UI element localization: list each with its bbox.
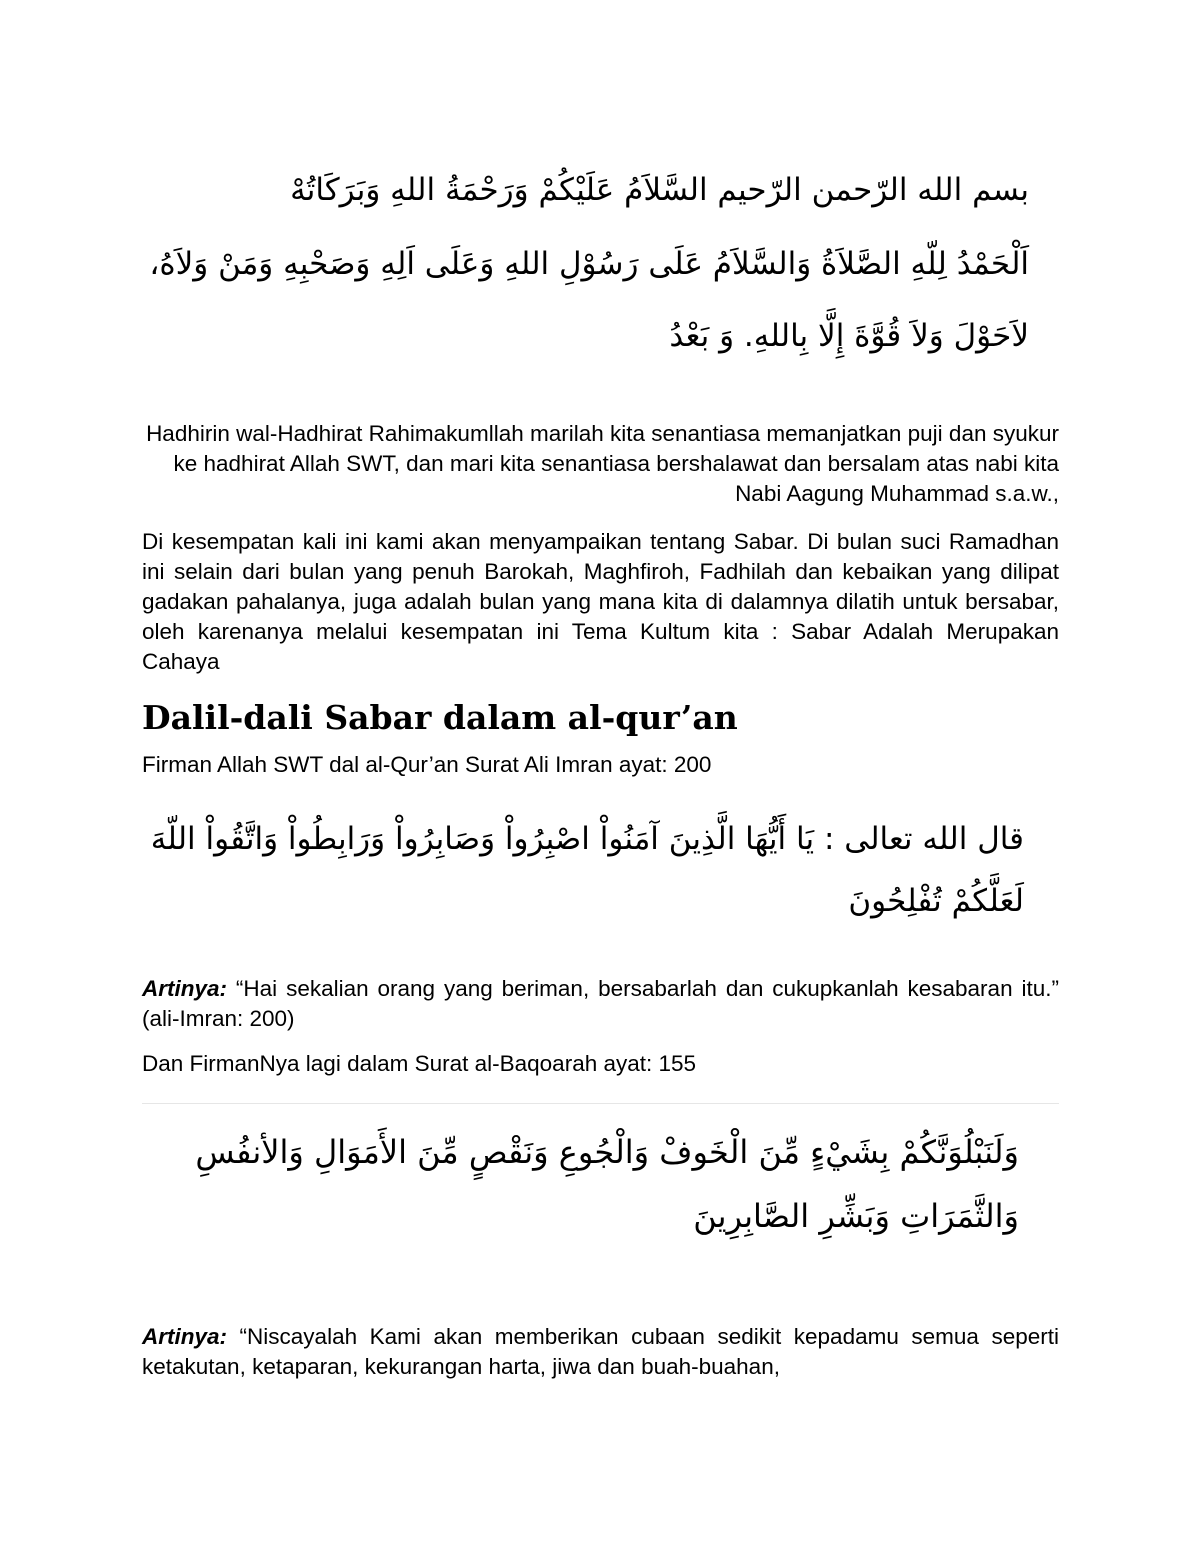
arabic-opening-line-1: بسم الله الرّحمن الرّحيم السَّلاَمُ عَلَيْكُمْ وَرَحْمَةُ اللهِ وَبَرَكَاتُهْ: [290, 172, 1029, 208]
divider: [142, 1103, 1059, 1104]
translation-label: Artinya:: [142, 1324, 228, 1349]
section-heading: Dalil-dali Sabar dalam al-qur’an: [142, 698, 738, 737]
ayat-ali-imran: [142, 808, 1059, 932]
translation-label: Artinya:: [142, 976, 228, 1001]
intro-paragraph: Di kesempatan kali ini kami akan menyampaikan tentang Sabar. Di bulan suci Ramadhan ini selain dari bulan yang penuh Barokah, Maghfiroh, Fadhilah dan kebaikan yang dilipat gadakan pahalanya, juga adalah bulan yang mana kita di dalamnya dilatih untuk bersabar, oleh karenanya melalui kesempatan ini Tema Kultum kita : Sabar Adalah Merupakan Cahaya: [142, 529, 1059, 674]
ayat-baqarah-line-1: وَلَنَبْلُوَنَّكُمْ بِشَيْءٍ مِّنَ الْخَوفْ وَالْجُوعِ وَنَقْصٍ مِّنَ الأَمَوَالِ وَالأنفُسِ: [195, 1133, 1019, 1171]
ayat-ali-imran-line-1: قال الله تعالى : يَا أَيُّهَا الَّذِينَ آمَنُواْ اصْبِرُواْ وَصَابِرُواْ وَرَابِطُواْ وَاتَّقُواْ اللّهَ: [150, 821, 1024, 857]
translation-ali-imran: [142, 974, 1059, 1034]
arabic-opening-line-2: اَلْحَمْدُ لِلّهِ الصَّلاَةُ وَالسَّلاَمُ عَلَى رَسُوْلِ اللهِ وَعَلَى اَلِهِ وَصَحْبِهِ وَمَنْ وَلاَهُ،: [149, 246, 1029, 282]
ayat-baqarah: [142, 1120, 1059, 1248]
ayat-baqarah-line-2: وَالثَّمَرَاتِ وَبَشِّرِ الصَّابِرِينَ: [693, 1197, 1019, 1235]
greeting-paragraph: Hadhirin wal-Hadhirat Rahimakumllah marilah kita senantiasa memanjatkan puji dan syukur ke hadhirat Allah SWT, dan mari kita senantiasa bershalawat dan bersalam atas nabi kita Nabi Aagung Muhammad s.a.w.,: [146, 421, 1059, 506]
document-page: [142, 150, 1059, 1382]
translation-text: “Hai sekalian orang yang beriman, bersabarlah dan cukupkanlah kesabaran itu.” (ali-Imran: 200): [142, 976, 1059, 1031]
translation-baqarah: [142, 1322, 1059, 1382]
arabic-opening-line-3: لاَحَوْلَ وَلاَ قُوَّةَ إِلَّا بِاللهِ. وَ بَعْدُ: [669, 318, 1029, 354]
firman-ali-imran-intro: Firman Allah SWT dal al-Qur’an Surat Ali Imran ayat: 200: [142, 752, 712, 777]
firman-baqarah-intro: Dan FirmanNya lagi dalam Surat al-Baqoarah ayat: 155: [142, 1051, 697, 1076]
ayat-ali-imran-line-2: لَعَلَّكُمْ تُفْلِحُونَ: [848, 883, 1024, 919]
translation-text: “Niscayalah Kami akan memberikan cubaan sedikit kepadamu semua seperti ketakutan, ketaparan, kekurangan harta, jiwa dan buah-buahan,: [142, 1324, 1059, 1379]
